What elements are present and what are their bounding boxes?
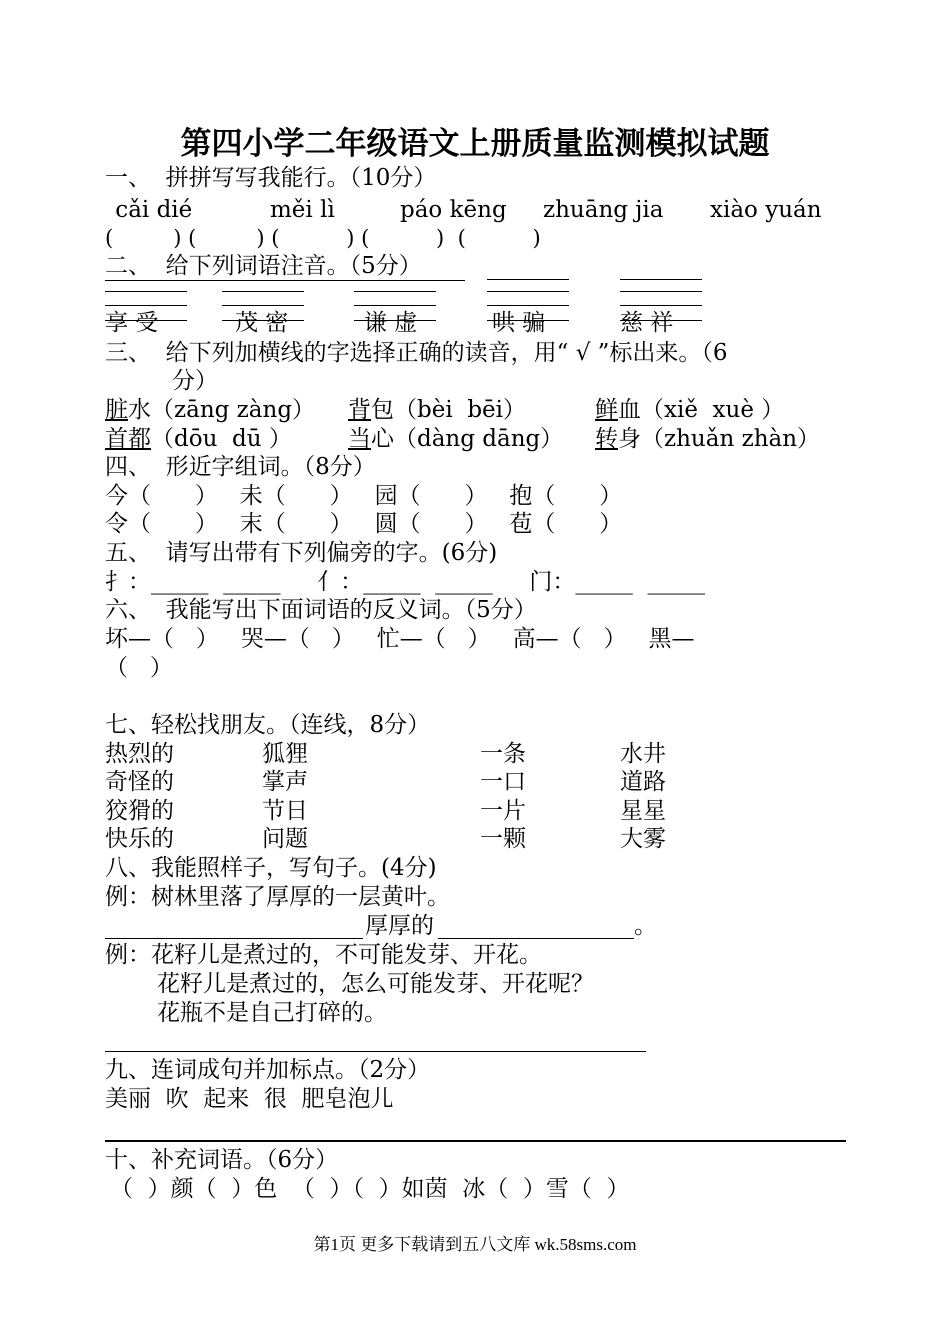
strike-line (222, 320, 304, 321)
heading-underline (105, 280, 465, 281)
choice-item: 脏水（zāng zàng） (105, 397, 316, 423)
answer-line (105, 1140, 846, 1142)
choice-item: 当心（dàng dāng） (348, 426, 564, 452)
choice-item: 鲜血（xiě xuè ） (595, 397, 785, 423)
pinyin-5: xiào yuán (710, 197, 822, 223)
example-1: 例：树林里落了厚厚的一层黄叶。 (105, 884, 450, 910)
match-item: 热烈的 (105, 741, 174, 767)
word-4: 哄 骗 (492, 310, 546, 336)
strike-line (487, 320, 569, 321)
match-item: 节日 (262, 798, 308, 824)
answer-line (354, 291, 436, 292)
pinyin-1: cǎi dié (108, 197, 193, 223)
example-2-converted: 花籽儿是煮过的，怎么可能发芽、开花呢？ (157, 971, 594, 997)
answer-line (105, 291, 187, 292)
similar-chars-row-1: 今（ ） 未（ ） 园（ ） 抱（ ） (105, 483, 623, 509)
match-item: 一条 (480, 741, 526, 767)
section-9-heading: 九、连词成句并加标点。（2分） (105, 1057, 431, 1083)
example-2: 例：花籽儿是煮过的，不可能发芽、开花。 (105, 942, 542, 968)
fill-word: 厚厚的 (365, 913, 434, 939)
answer-line (354, 305, 436, 306)
similar-chars-row-2: 令（ ） 末（ ） 圆（ ） 苞（ ） (105, 511, 623, 537)
antonym-line: 坏—（ ） 哭—（ ） 忙—（ ） 高—（ ） 黑— (105, 626, 695, 652)
answer-line (222, 291, 304, 292)
pinyin-2: měi lì (270, 197, 335, 223)
fill-end: 。 (634, 913, 657, 939)
section-1-heading: 一、 拼拼写写我能行。（10分） (105, 165, 437, 191)
match-item: 星星 (620, 798, 666, 824)
match-item: 狡猾的 (105, 798, 174, 824)
section-6-heading: 六、 我能写出下面词语的反义词。（5分） (105, 597, 537, 623)
match-item: 问题 (262, 826, 308, 852)
strike-line (105, 320, 187, 321)
section-10-heading: 十、补充词语。（6分） (105, 1147, 339, 1173)
match-item: 狐狸 (262, 741, 308, 767)
strike-line (620, 320, 702, 321)
pinyin-3: páo kēng (400, 197, 507, 223)
idiom-line: （ ）颜（ ）色 （ ）（ ）如茵 冰（ ）雪（ ） (110, 1176, 630, 1202)
choice-item: 转身（zhuǎn zhàn） (595, 426, 821, 452)
word-5: 慈 祥 (620, 310, 674, 336)
page-title: 第四小学二年级语文上册质量监测模拟试题 (180, 126, 770, 162)
section-3-heading-cont: 分） (172, 368, 218, 394)
section-5-heading: 五、 请写出带有下列偏旁的字。(6分) (105, 540, 498, 566)
match-item: 快乐的 (105, 826, 174, 852)
answer-line (620, 279, 702, 280)
match-item: 水井 (620, 741, 666, 767)
match-item: 道路 (620, 769, 666, 795)
answer-line (487, 305, 569, 306)
answer-line (222, 305, 304, 306)
example-2-task: 花瓶不是自己打碎的。 (157, 1000, 387, 1026)
antonym-line-cont: （ ） (105, 655, 173, 681)
pinyin-4: zhuāng jia (543, 197, 664, 223)
match-item: 奇怪的 (105, 769, 174, 795)
answer-line (487, 291, 569, 292)
page-footer: 第1页 更多下载请到五八文库 wk.58sms.com (313, 1235, 637, 1254)
match-item: 一片 (480, 798, 526, 824)
answer-line (620, 305, 702, 306)
choice-item: 首都（dōu dū ） (105, 426, 292, 452)
answer-brackets: ( ) ( ) ( ) ( ) ( ) (105, 226, 541, 250)
answer-line (438, 938, 634, 939)
answer-line (487, 279, 569, 280)
match-item: 掌声 (262, 769, 308, 795)
strike-line (354, 320, 436, 321)
section-3-heading: 三、 给下列加横线的字选择正确的读音，用“ √ ”标出来。（6 (105, 340, 728, 366)
match-item: 一口 (480, 769, 526, 795)
word-2: 茂 密 (235, 310, 289, 336)
section-4-heading: 四、 形近字组词。（8分） (105, 454, 376, 480)
answer-line (105, 938, 363, 939)
section-7-heading: 七、轻松找朋友。（连线，8分） (105, 712, 431, 738)
word-3: 谦 虚 (364, 310, 418, 336)
radical-line: 扌：_____ _____ 亻：_____ _____ 门：_____ _____ (105, 569, 705, 595)
match-item: 大雾 (620, 826, 666, 852)
match-item: 一颗 (480, 826, 526, 852)
section-8-heading: 八、我能照样子，写句子。(4分) (105, 855, 437, 881)
choice-item: 背包（bèi bēi） (348, 397, 527, 423)
answer-line (105, 1051, 646, 1052)
answer-line (105, 305, 187, 306)
word-list: 美丽 吹 起来 很 肥皂泡儿 (105, 1086, 394, 1112)
answer-line (620, 291, 702, 292)
word-1: 享 受 (105, 310, 159, 336)
section-2-heading: 二、 给下列词语注音。（5分） (105, 253, 422, 279)
